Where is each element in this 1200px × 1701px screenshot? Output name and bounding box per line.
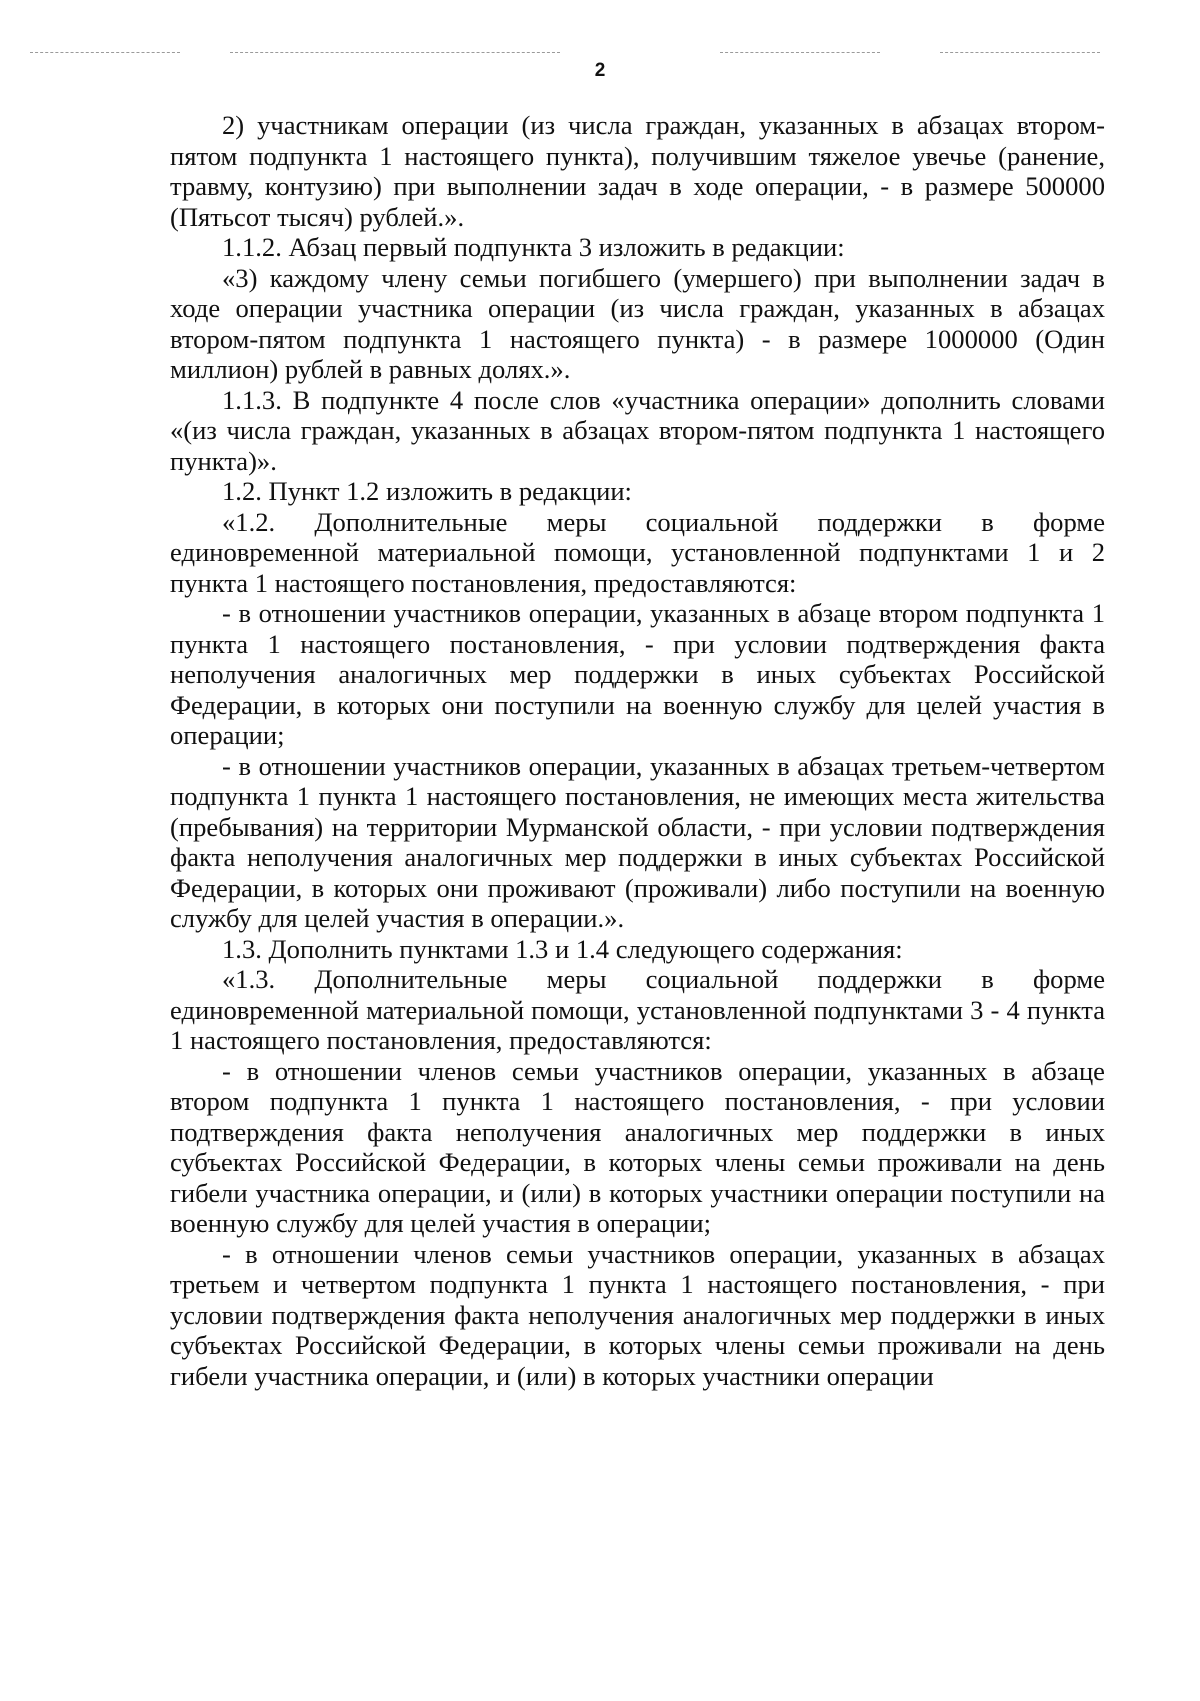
- paragraph: «1.2. Дополнительные меры социальной поддержки в форме единовременной материальной помощи, установленной подпунктами 1 и 2 пункта 1 настоящего постановления, предоставляются:: [170, 506, 1105, 598]
- scan-artifact-line: [940, 52, 1100, 54]
- document-body: [170, 110, 1105, 1391]
- paragraph: 1.3. Дополнить пунктами 1.3 и 1.4 следующего содержания:: [222, 933, 903, 964]
- paragraph: «3) каждому члену семьи погибшего (умершего) при выполнении задач в ходе операции участника операции (из числа граждан, указанных в абзацах втором-пятом подпункта 1 настоящего пункта) - в размере 1000000 (Один миллион) рублей в равных долях.».: [170, 262, 1105, 384]
- paragraph: - в отношении членов семьи участников операции, указанных в абзаце втором подпункта 1 пункта 1 настоящего постановления, - при условии подтверждения факта неполучения аналогичных мер поддержки в иных субъектах Российской Федерации, в которых члены семьи проживали на день гибели участника операции, и (или) в которых участники операции поступили на военную службу для целей участия в операции;: [170, 1055, 1105, 1238]
- page-number: 2: [594, 60, 606, 81]
- paragraph: 1.1.2. Абзац первый подпункта 3 изложить в редакции:: [222, 232, 845, 262]
- scan-artifact-line: [30, 52, 180, 54]
- scan-artifact-line: [230, 52, 560, 54]
- paragraph: «1.3. Дополнительные меры социальной поддержки в форме единовременной материальной помощи, установленной подпунктами 3 - 4 пункта 1 настоящего постановления, предоставляются:: [170, 964, 1105, 1055]
- paragraph: - в отношении участников операции, указанных в абзаце втором подпункта 1 пункта 1 настоящего постановления, - при условии подтверждения факта неполучения аналогичных мер поддержки в иных субъектах Российской Федерации, в которых они поступили на военную службу для целей участия в операции;: [170, 598, 1105, 750]
- paragraph: 2) участникам операции (из числа граждан, указанных в абзацах втором-пятом подпункта 1 настоящего пункта), получившим тяжелое увечье (ранение, травму, контузию) при выполнении задач в ходе операции, - в размере 500000 (Пятьсот тысяч) рублей.».: [170, 110, 1105, 232]
- scan-artifact-line: [720, 52, 880, 54]
- paragraph: 1.1.3. В подпункте 4 после слов «участника операции» дополнить словами «(из числа граждан, указанных в абзацах втором-пятом подпункта 1 настоящего пункта)».: [170, 384, 1105, 476]
- paragraph: - в отношении участников операции, указанных в абзацах третьем-четвертом подпункта 1 пункта 1 настоящего постановления, не имеющих места жительства (пребывания) на территории Мурманской области, - при условии подтверждения факта неполучения аналогичных мер поддержки в иных субъектах Российской Федерации, в которых они проживают (проживали) либо поступили на военную службу для целей участия в операции.».: [170, 750, 1105, 933]
- paragraph: - в отношении членов семьи участников операции, указанных в абзацах третьем и четвертом подпункта 1 пункта 1 настоящего постановления, - при условии подтверждения факта неполучения аналогичных мер поддержки в иных субъектах Российской Федерации, в которых члены семьи проживали на день гибели участника операции, и (или) в которых участники операции: [170, 1238, 1105, 1391]
- paragraph: 1.2. Пункт 1.2 изложить в редакции:: [222, 476, 632, 506]
